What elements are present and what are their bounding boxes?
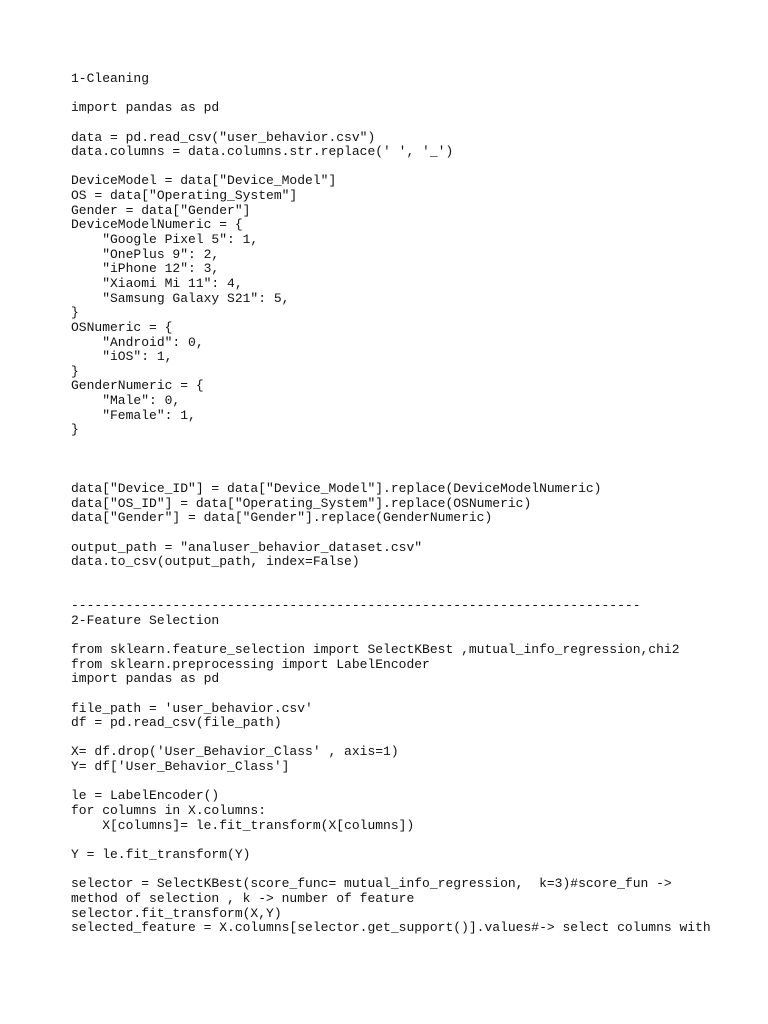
code-line: selected_feature = X.columns[selector.get_support()].values#-> select columns with bbox=[71, 920, 711, 936]
code-line: X= df.drop('User_Behavior_Class' , axis=1) bbox=[71, 744, 399, 760]
code-line bbox=[71, 467, 711, 482]
code-line bbox=[71, 526, 711, 541]
code-line: import pandas as pd bbox=[71, 100, 220, 116]
code-line: selector.fit_transform(X,Y) bbox=[71, 905, 282, 921]
code-line: "iPhone 12": 3, bbox=[71, 261, 220, 277]
code-line bbox=[71, 687, 711, 702]
code-line bbox=[71, 570, 711, 585]
code-line: "iOS": 1, bbox=[71, 349, 173, 365]
code-line bbox=[71, 116, 711, 131]
code-line: OS = data["Operating_System"] bbox=[71, 188, 298, 204]
code-line: DeviceModel = data["Device_Model"] bbox=[71, 173, 337, 189]
code-line: selector = SelectKBest(score_func= mutual_info_regression, k=3)#score_fun -> bbox=[71, 876, 672, 892]
code-line: "Android": 0, bbox=[71, 334, 204, 350]
code-line: le = LabelEncoder() bbox=[71, 788, 220, 804]
code-line: "Xiaomi Mi 11": 4, bbox=[71, 275, 243, 291]
code-line: df = pd.read_csv(file_path) bbox=[71, 715, 282, 731]
code-line: import pandas as pd bbox=[71, 671, 220, 687]
code-line bbox=[71, 863, 711, 878]
code-line: "Male": 0, bbox=[71, 393, 181, 409]
code-line bbox=[71, 87, 711, 102]
code-line: } bbox=[71, 363, 79, 379]
code-line bbox=[71, 160, 711, 175]
code-line: data["OS_ID"] = data["Operating_System"].replace(OSNumeric) bbox=[71, 495, 532, 511]
code-line bbox=[71, 584, 711, 599]
code-line: output_path = "analuser_behavior_dataset.csv" bbox=[71, 539, 423, 555]
code-line: from sklearn.feature_selection import SelectKBest ,mutual_info_regression,chi2 bbox=[71, 641, 680, 657]
code-line: Y= df['User_Behavior_Class'] bbox=[71, 759, 290, 775]
code-line: 2-Feature Selection bbox=[71, 612, 220, 628]
code-text-block bbox=[71, 72, 711, 936]
code-line: data["Device_ID"] = data["Device_Model"].replace(DeviceModelNumeric) bbox=[71, 480, 602, 496]
code-line: OSNumeric = { bbox=[71, 319, 173, 335]
code-line: from sklearn.preprocessing import LabelEncoder bbox=[71, 656, 430, 672]
code-line bbox=[71, 628, 711, 643]
code-line: "Female": 1, bbox=[71, 407, 196, 423]
code-line: file_path = 'user_behavior.csv' bbox=[71, 700, 313, 716]
code-line bbox=[71, 775, 711, 790]
code-line: } bbox=[71, 422, 79, 438]
code-line: method of selection , k -> number of feature bbox=[71, 890, 415, 906]
code-line: Gender = data["Gender"] bbox=[71, 202, 251, 218]
code-line: DeviceModelNumeric = { bbox=[71, 217, 243, 233]
code-line bbox=[71, 731, 711, 746]
code-line bbox=[71, 833, 711, 848]
code-line: Y = le.fit_transform(Y) bbox=[71, 846, 251, 862]
code-line: "Google Pixel 5": 1, bbox=[71, 232, 259, 248]
code-line: "Samsung Galaxy S21": 5, bbox=[71, 290, 290, 306]
code-line: "OnePlus 9": 2, bbox=[71, 246, 220, 262]
code-line: data.columns = data.columns.str.replace(' ', '_') bbox=[71, 144, 454, 160]
code-line: } bbox=[71, 305, 79, 321]
code-line: 1-Cleaning bbox=[71, 71, 150, 86]
code-line: GenderNumeric = { bbox=[71, 378, 204, 394]
code-line: ------------------------------------------------------------------------- bbox=[71, 598, 641, 614]
code-line: data.to_csv(output_path, index=False) bbox=[71, 554, 360, 570]
code-line: data["Gender"] = data["Gender"].replace(GenderNumeric) bbox=[71, 510, 493, 526]
code-line bbox=[71, 453, 711, 468]
code-line: for columns in X.columns: bbox=[71, 803, 267, 819]
code-line: X[columns]= le.fit_transform(X[columns]) bbox=[71, 817, 415, 833]
code-line: data = pd.read_csv("user_behavior.csv") bbox=[71, 129, 376, 145]
code-line bbox=[71, 438, 711, 453]
